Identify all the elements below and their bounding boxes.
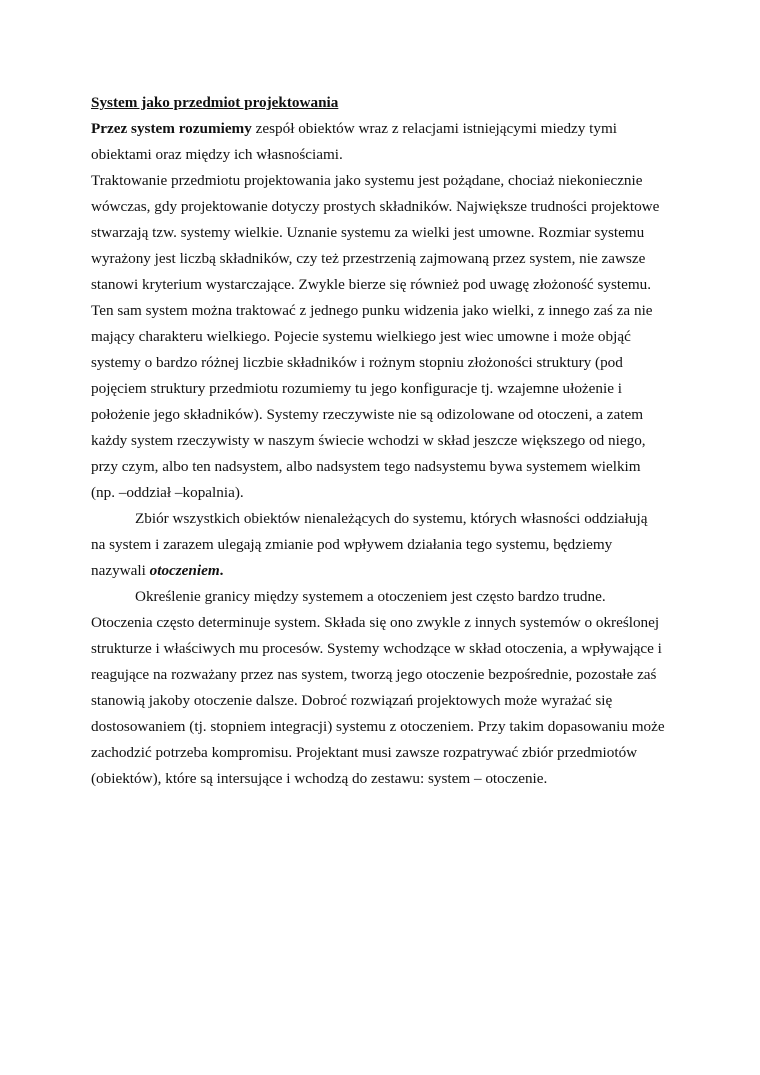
- paragraph-line: stwarzają tzw. systemy wielkie. Uznanie systemu za wielki jest umowne. Rozmiar systemu: [91, 224, 645, 241]
- paragraph-line: (obiektów), które są intersujące i wchodzą do zestawu: system – otoczenie.: [91, 770, 548, 787]
- paragraph-line: [91, 558, 681, 584]
- paragraph-line: Otoczenia często determinuje system. Składa się ono zwykle z innych systemów o określonej: [91, 614, 660, 631]
- definition-text: zespół obiektów wraz z relacjami istniejącymi miedzy tymi: [251, 120, 618, 137]
- term-lead: nazywali: [91, 562, 150, 579]
- paragraph-line: systemy o bardzo różnej liczbie składników i rożnym stopniu złożoności struktury (pod: [91, 354, 623, 371]
- paragraph-line: każdy system rzeczywisty w naszym świecie wchodzi w skład jeszcze większego od niego,: [91, 432, 646, 449]
- paragraph-line: (np. –oddział –kopalnia).: [91, 484, 244, 501]
- paragraph-line: Traktowanie przedmiotu projektowania jako systemu jest pożądane, chociaż niekoniecznie: [91, 172, 643, 189]
- term-period: .: [219, 562, 224, 579]
- definition-lead: Przez system rozumiemy: [91, 120, 252, 137]
- paragraph-1: [91, 168, 681, 506]
- paragraph-3: [91, 584, 681, 792]
- paragraph-line: Określenie granicy między systemem a otoczeniem jest często bardzo trudne.: [135, 588, 606, 605]
- paragraph-line: stanowi kryterium wystarczające. Zwykle bierze się również pod uwagę złożoność systemu.: [91, 276, 652, 293]
- paragraph-2: [91, 506, 681, 584]
- paragraph-line: na system i zarazem ulegają zmianie pod wpływem działania tego systemu, będziemy: [91, 536, 613, 553]
- paragraph-line: mający charakteru wielkiego. Pojecie systemu wielkiego jest wiec umowne i może objąć: [91, 328, 631, 345]
- section-title: System jako przedmiot projektowania: [91, 94, 339, 111]
- paragraph-line: położenie jego składników). Systemy rzeczywiste nie są odizolowane od otoczeni, a zatem: [91, 406, 644, 423]
- paragraph-line: Zbiór wszystkich obiektów nienależących do systemu, których własności oddziałują: [135, 510, 648, 527]
- paragraph-line: Ten sam system można traktować z jednego punku widzenia jako wielki, z innego zaś za nie: [91, 302, 653, 319]
- term-otoczenie: otoczeniem: [149, 562, 220, 579]
- paragraph-line: pojęciem struktury przedmiotu rozumiemy tu jego konfiguracje tj. wzajemne ułożenie i: [91, 380, 622, 397]
- paragraph-line: dostosowaniem (tj. stopniem integracji) systemu z otoczeniem. Przy takim dopasowaniu może: [91, 718, 665, 735]
- definition-line-2: obiektami oraz między ich własnościami.: [91, 146, 343, 163]
- paragraph-line: wyrażony jest liczbą składników, czy też przestrzenią zajmowaną przez system, nie zawsze: [91, 250, 646, 267]
- paragraph-line: zachodzić potrzeba kompromisu. Projektant musi zawsze rozpatrywać zbiór przedmiotów: [91, 744, 638, 761]
- paragraph-line: reagujące na rozważany przez nas system, tworzą jego otoczenie bezpośrednie, pozostałe zaś: [91, 666, 657, 683]
- paragraph-line: strukturze i właściwych mu procesów. Systemy wchodzące w skład otoczenia, a wpływające i: [91, 640, 662, 657]
- paragraph-line: wówczas, gdy projektowanie dotyczy prostych składników. Największe trudności projektowe: [91, 198, 660, 215]
- paragraph-line: stanowią jakoby otoczenie dalsze. Dobroć rozwiązań projektowych może wyrażać się: [91, 692, 613, 709]
- definition-line-1: [91, 116, 681, 142]
- paragraph-line: przy czym, albo ten nadsystem, albo nadsystem tego nadsystemu bywa systemem wielkim: [91, 458, 641, 475]
- document-body: [91, 90, 681, 792]
